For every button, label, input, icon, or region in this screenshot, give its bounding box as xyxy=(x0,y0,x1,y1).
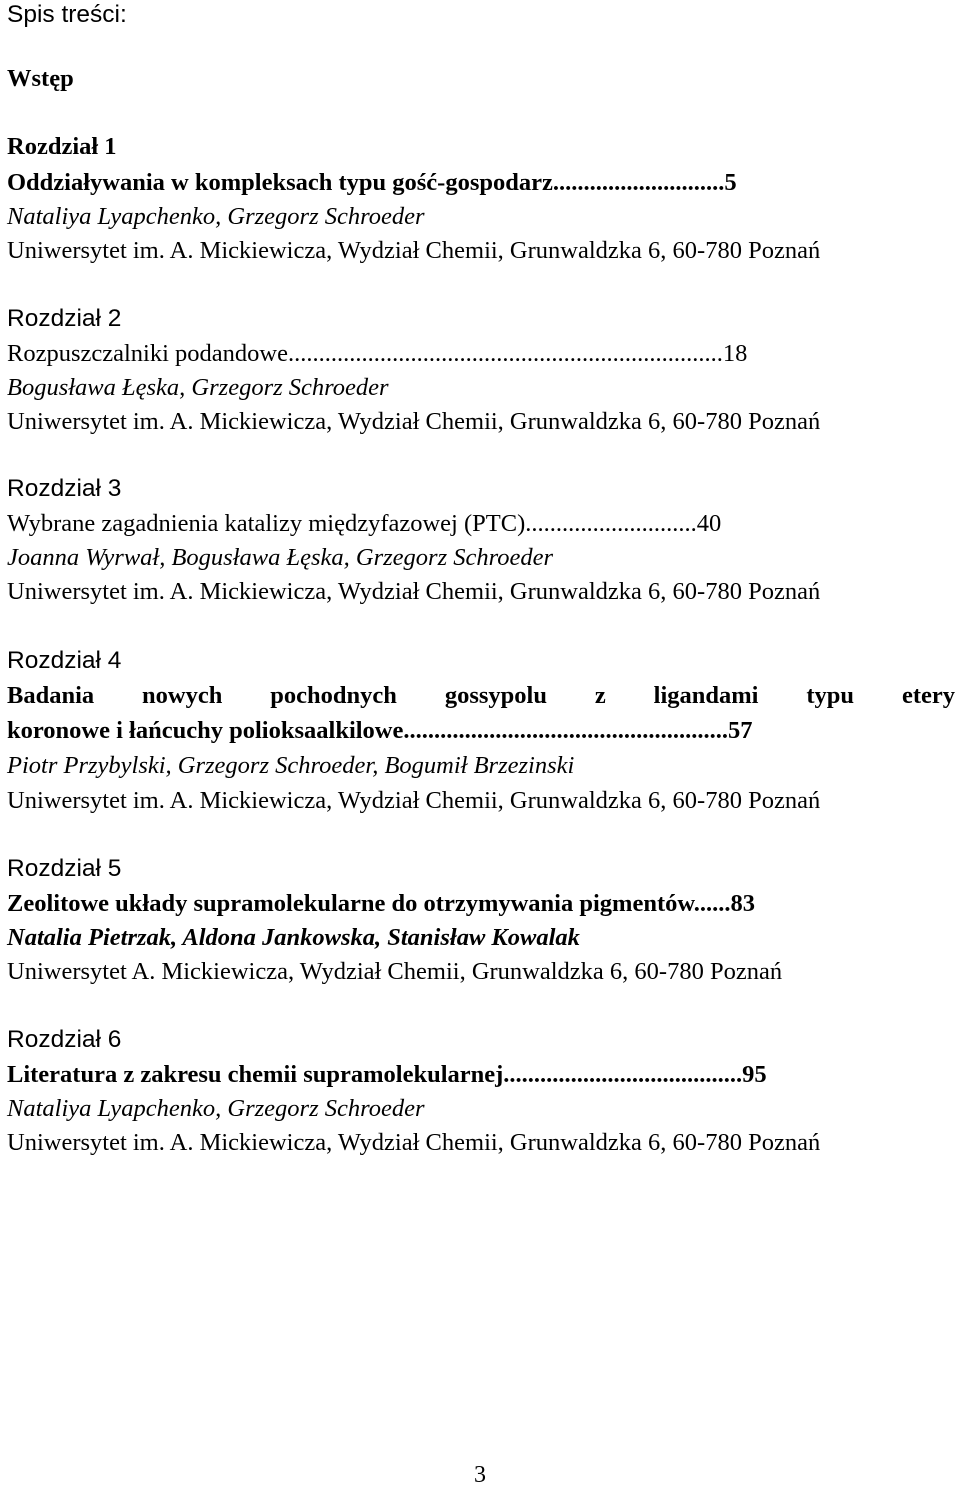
chapter-5-title: Zeolitowe układy supramolekularne do otrzymywania pigmentów......83 xyxy=(7,890,755,917)
chapter-1-authors: Nataliya Lyapchenko, Grzegorz Schroeder xyxy=(7,203,425,230)
page-number: 3 xyxy=(474,1462,486,1488)
chapter-3-authors: Joanna Wyrwał, Bogusława Łęska, Grzegorz Schroeder xyxy=(7,544,554,571)
chapter-2-affiliation: Uniwersytet im. A. Mickiewicza, Wydział Chemii, Grunwaldzka 6, 60-780 Poznań xyxy=(7,408,821,435)
chapter-4-label: Rozdział 4 xyxy=(7,647,122,674)
toc-heading: Spis treści: xyxy=(7,1,127,28)
chapter-6-label: Rozdział 6 xyxy=(7,1026,122,1053)
chapter-4-authors: Piotr Przybylski, Grzegorz Schroeder, Bogumił Brzezinski xyxy=(7,752,575,779)
chapter-1-title: Oddziaływania w kompleksach typu gość-gospodarz............................5 xyxy=(7,169,737,196)
chapter-3-affiliation: Uniwersytet im. A. Mickiewicza, Wydział Chemii, Grunwaldzka 6, 60-780 Poznań xyxy=(7,578,821,605)
chapter-5-affiliation: Uniwersytet A. Mickiewicza, Wydział Chemii, Grunwaldzka 6, 60-780 Poznań xyxy=(7,958,783,985)
chapter-6-title: Literatura z zakresu chemii supramolekularnej.......................................95 xyxy=(7,1061,767,1088)
chapter-6-authors: Nataliya Lyapchenko, Grzegorz Schroeder xyxy=(7,1095,425,1122)
chapter-4-title-line-1: Badania nowych pochodnych gossypolu z ligandami typu etery xyxy=(7,682,955,709)
chapter-4-title-line-2: koronowe i łańcuchy polioksaalkilowe.....................................................57 xyxy=(7,717,753,744)
chapter-2-title: Rozpuszczalniki podandowe.......................................................................18 xyxy=(7,340,748,367)
intro-heading: Wstęp xyxy=(7,65,74,92)
chapter-5-authors: Natalia Pietrzak, Aldona Jankowska, Stanisław Kowalak xyxy=(7,924,580,951)
chapter-3-title: Wybrane zagadnienia katalizy międzyfazowej (PTC)............................40 xyxy=(7,510,722,537)
chapter-6-affiliation: Uniwersytet im. A. Mickiewicza, Wydział Chemii, Grunwaldzka 6, 60-780 Poznań xyxy=(7,1129,821,1156)
chapter-4-affiliation: Uniwersytet im. A. Mickiewicza, Wydział Chemii, Grunwaldzka 6, 60-780 Poznań xyxy=(7,787,821,814)
chapter-3-label: Rozdział 3 xyxy=(7,475,122,502)
chapter-2-label: Rozdział 2 xyxy=(7,305,122,332)
chapter-1-affiliation: Uniwersytet im. A. Mickiewicza, Wydział Chemii, Grunwaldzka 6, 60-780 Poznań xyxy=(7,237,821,264)
chapter-1-label: Rozdział 1 xyxy=(7,133,117,160)
chapter-5-label: Rozdział 5 xyxy=(7,855,122,882)
chapter-2-authors: Bogusława Łęska, Grzegorz Schroeder xyxy=(7,374,389,401)
